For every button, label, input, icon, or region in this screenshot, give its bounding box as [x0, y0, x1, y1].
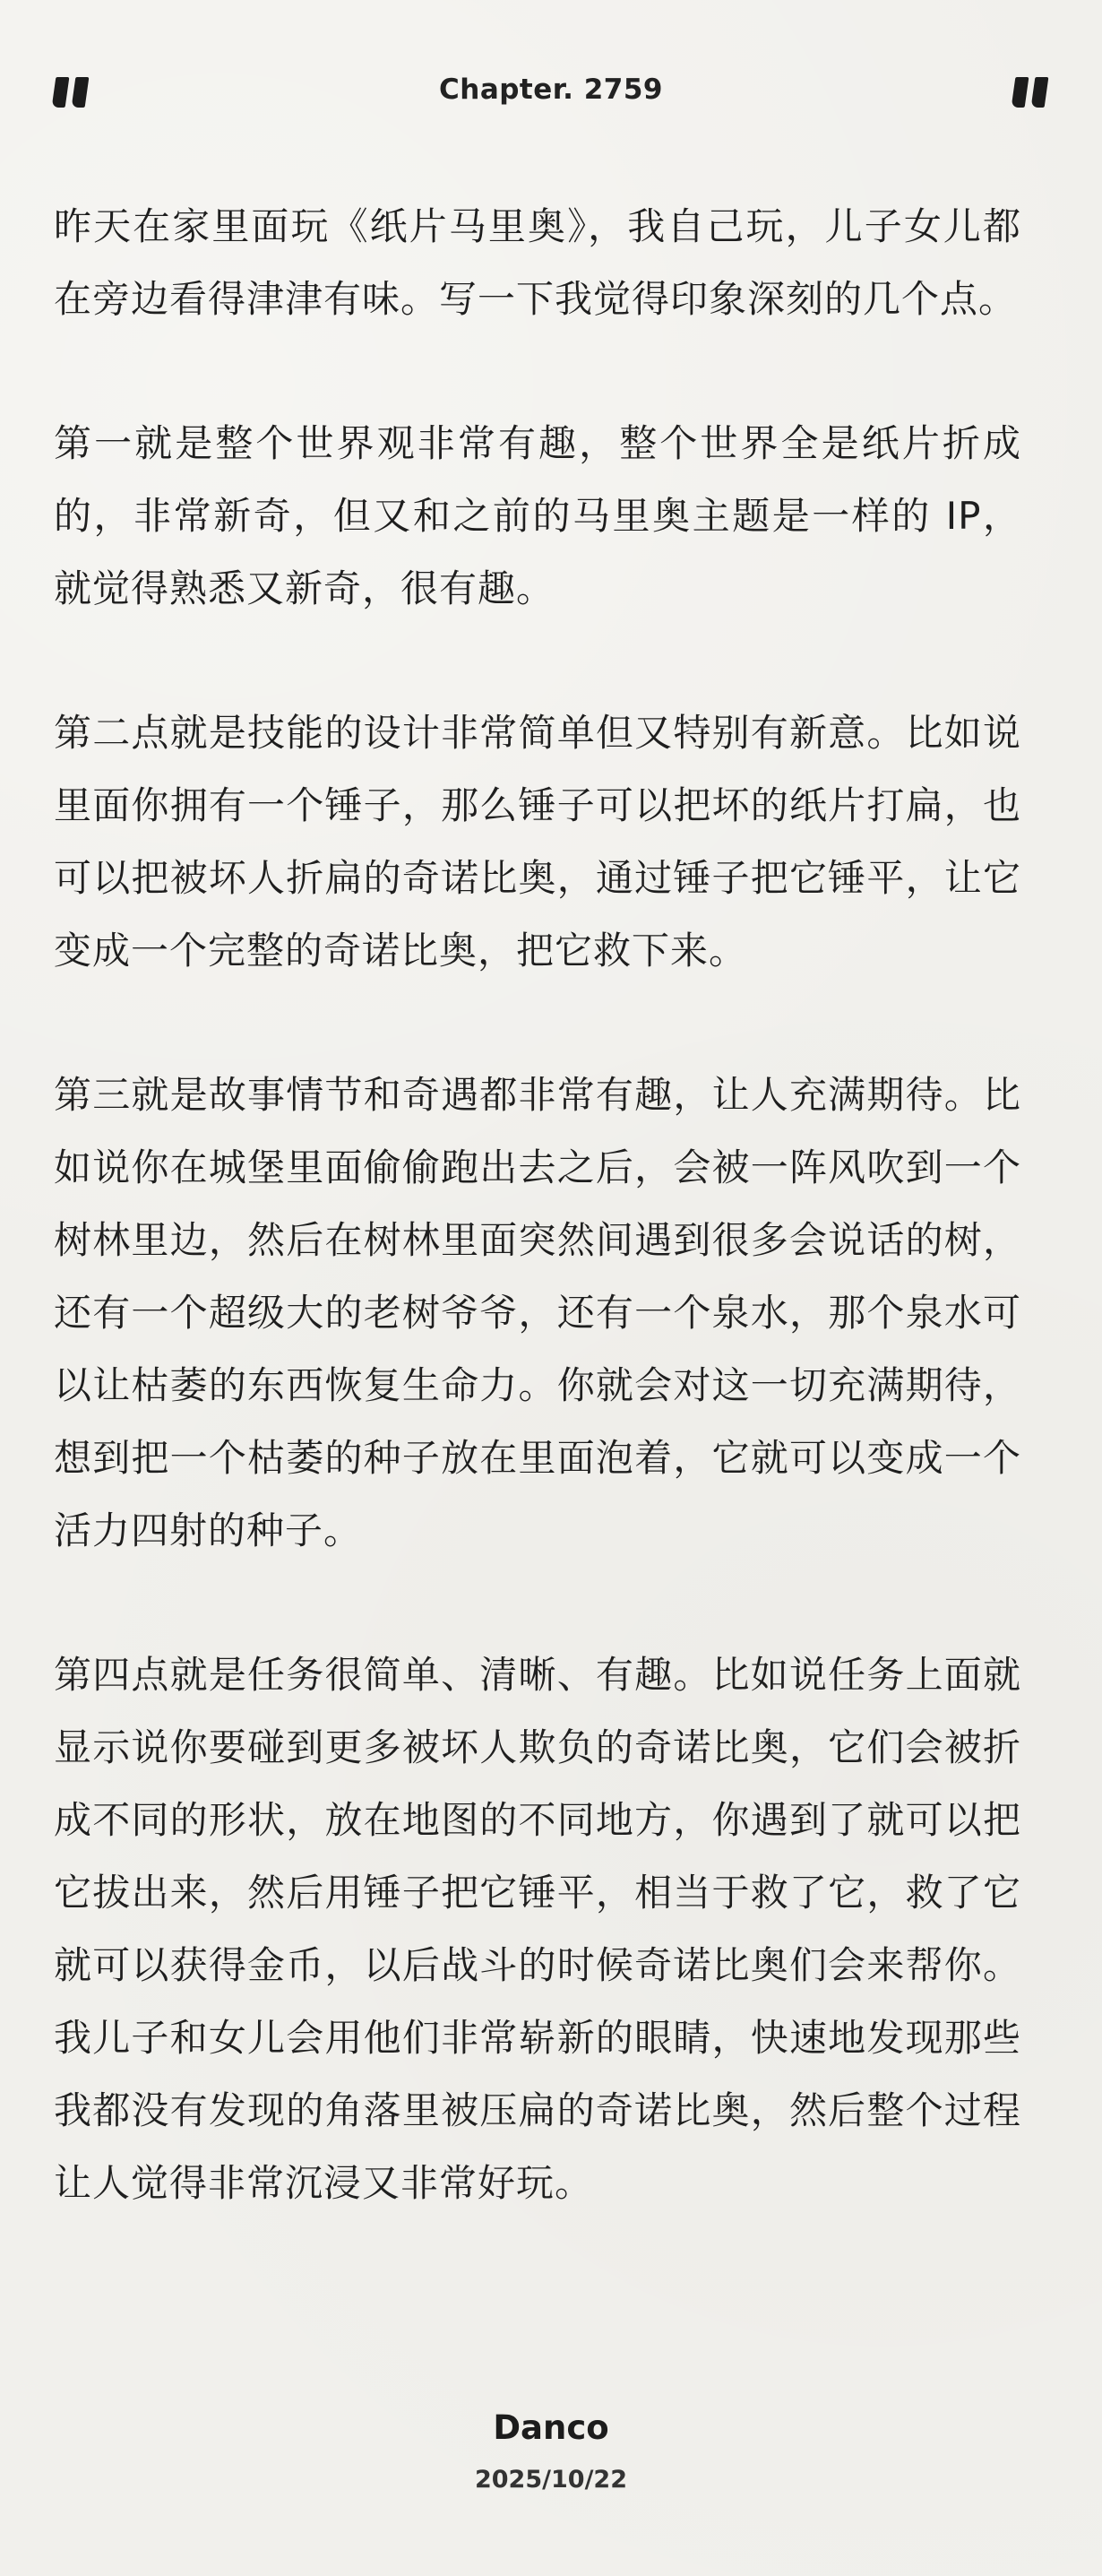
article-body — [54, 190, 1021, 2291]
quote-close-icon — [1013, 77, 1049, 109]
paragraph-5: 第四点就是任务很简单、清晰、有趣。比如说任务上面就显示说你要碰到更多被坏人欺负的奇诺比奥，它们会被折成不同的形状，放在地图的不同地方，你遇到了就可以把它拔出来，然后用锤子把它锤平，相当于救了它，救了它就可以获得金币，以后战斗的时候奇诺比奥们会来帮你。我儿子和女儿会用他们非常崭新的眼睛，快速地发现那些我都没有发现的角落里被压扁的奇诺比奥，然后整个过程让人觉得非常沉浸又非常好玩。 — [54, 1653, 1021, 2205]
paragraph-3: 第二点就是技能的设计非常简单但又特别有新意。比如说里面你拥有一个锤子，那么锤子可以把坏的纸片打扁，也可以把被坏人折扁的奇诺比奥，通过锤子把它锤平，让它变成一个完整的奇诺比奥，把它救下来。 — [54, 711, 1021, 972]
paragraph-4: 第三就是故事情节和奇遇都非常有趣，让人充满期待。比如说你在城堡里面偷偷跑出去之后，会被一阵风吹到一个树林里边，然后在树林里面突然间遇到很多会说话的树，还有一个超级大的老树爷爷，还有一个泉水，那个泉水可以让枯萎的东西恢复生命力。你就会对这一切充满期待，想到把一个枯萎的种子放在里面泡着，它就可以变成一个活力四射的种子。 — [54, 1073, 1021, 1552]
author-name: Danco — [493, 2408, 609, 2447]
publish-date: 2025/10/22 — [474, 2466, 627, 2494]
paragraph-2: 第一就是整个世界观非常有趣，整个世界全是纸片折成的，非常新奇，但又和之前的马里奥主题是一样的 IP，就觉得熟悉又新奇，很有趣。 — [54, 421, 1021, 610]
paragraph-1: 昨天在家里面玩《纸片马里奥》，我自己玩，儿子女儿都在旁边看得津津有味。写一下我觉得印象深刻的几个点。 — [54, 204, 1021, 321]
chapter-title: Chapter. 2759 — [439, 73, 663, 106]
